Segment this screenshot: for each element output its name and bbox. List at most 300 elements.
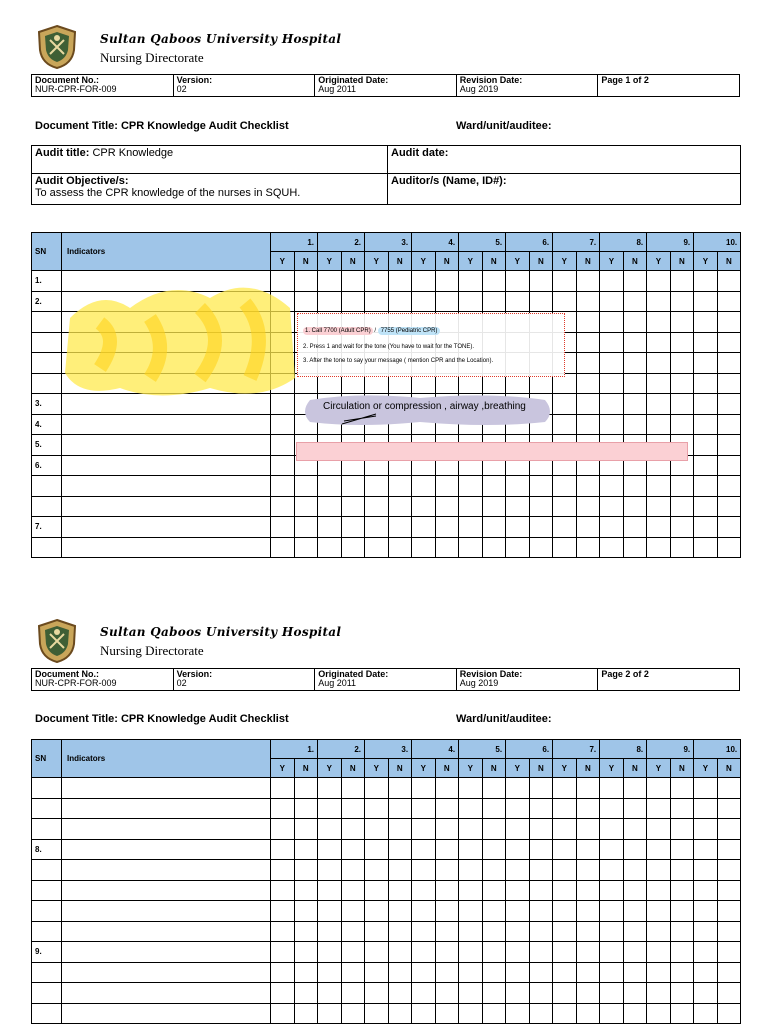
check-cell[interactable] <box>600 353 624 374</box>
check-cell[interactable] <box>600 476 624 497</box>
check-cell[interactable] <box>529 476 553 497</box>
check-cell[interactable] <box>271 455 295 476</box>
check-cell[interactable] <box>435 271 459 292</box>
check-cell[interactable] <box>694 455 718 476</box>
check-cell[interactable] <box>341 537 365 558</box>
check-cell[interactable] <box>576 983 600 1004</box>
check-cell[interactable] <box>623 860 647 881</box>
check-cell[interactable] <box>365 798 389 819</box>
check-cell[interactable] <box>647 312 671 333</box>
check-cell[interactable] <box>623 332 647 353</box>
check-cell[interactable] <box>271 860 295 881</box>
check-cell[interactable] <box>670 312 694 333</box>
check-cell[interactable] <box>670 476 694 497</box>
check-cell[interactable] <box>435 778 459 799</box>
check-cell[interactable] <box>529 798 553 819</box>
check-cell[interactable] <box>647 291 671 312</box>
check-cell[interactable] <box>576 414 600 435</box>
check-cell[interactable] <box>482 537 506 558</box>
check-cell[interactable] <box>623 901 647 922</box>
check-cell[interactable] <box>600 880 624 901</box>
check-cell[interactable] <box>318 291 342 312</box>
check-cell[interactable] <box>670 921 694 942</box>
check-cell[interactable] <box>647 962 671 983</box>
check-cell[interactable] <box>670 394 694 415</box>
check-cell[interactable] <box>271 839 295 860</box>
check-cell[interactable] <box>271 962 295 983</box>
check-cell[interactable] <box>341 962 365 983</box>
check-cell[interactable] <box>647 353 671 374</box>
check-cell[interactable] <box>482 839 506 860</box>
check-cell[interactable] <box>647 983 671 1004</box>
check-cell[interactable] <box>459 778 483 799</box>
check-cell[interactable] <box>365 291 389 312</box>
check-cell[interactable] <box>412 962 436 983</box>
check-cell[interactable] <box>717 778 741 799</box>
check-cell[interactable] <box>623 476 647 497</box>
check-cell[interactable] <box>717 819 741 840</box>
check-cell[interactable] <box>647 819 671 840</box>
check-cell[interactable] <box>506 921 530 942</box>
indicator-cell[interactable] <box>62 414 271 435</box>
check-cell[interactable] <box>412 819 436 840</box>
check-cell[interactable] <box>694 962 718 983</box>
check-cell[interactable] <box>553 537 577 558</box>
check-cell[interactable] <box>529 942 553 963</box>
indicator-cell[interactable] <box>62 901 271 922</box>
check-cell[interactable] <box>341 496 365 517</box>
check-cell[interactable] <box>341 798 365 819</box>
check-cell[interactable] <box>600 394 624 415</box>
check-cell[interactable] <box>670 517 694 538</box>
check-cell[interactable] <box>318 983 342 1004</box>
check-cell[interactable] <box>694 1003 718 1024</box>
check-cell[interactable] <box>412 880 436 901</box>
check-cell[interactable] <box>670 983 694 1004</box>
check-cell[interactable] <box>694 839 718 860</box>
check-cell[interactable] <box>670 962 694 983</box>
check-cell[interactable] <box>647 921 671 942</box>
check-cell[interactable] <box>694 819 718 840</box>
check-cell[interactable] <box>694 798 718 819</box>
indicator-cell[interactable] <box>62 839 271 860</box>
check-cell[interactable] <box>341 517 365 538</box>
indicator-cell[interactable] <box>62 778 271 799</box>
check-cell[interactable] <box>717 455 741 476</box>
check-cell[interactable] <box>529 880 553 901</box>
check-cell[interactable] <box>553 819 577 840</box>
check-cell[interactable] <box>670 880 694 901</box>
check-cell[interactable] <box>576 394 600 415</box>
check-cell[interactable] <box>318 271 342 292</box>
check-cell[interactable] <box>529 778 553 799</box>
check-cell[interactable] <box>365 860 389 881</box>
check-cell[interactable] <box>412 839 436 860</box>
check-cell[interactable] <box>623 291 647 312</box>
check-cell[interactable] <box>623 839 647 860</box>
check-cell[interactable] <box>435 983 459 1004</box>
check-cell[interactable] <box>482 496 506 517</box>
check-cell[interactable] <box>388 962 412 983</box>
check-cell[interactable] <box>623 880 647 901</box>
check-cell[interactable] <box>623 394 647 415</box>
check-cell[interactable] <box>365 517 389 538</box>
check-cell[interactable] <box>647 880 671 901</box>
check-cell[interactable] <box>341 476 365 497</box>
check-cell[interactable] <box>271 819 295 840</box>
check-cell[interactable] <box>459 901 483 922</box>
check-cell[interactable] <box>647 798 671 819</box>
check-cell[interactable] <box>482 291 506 312</box>
check-cell[interactable] <box>647 860 671 881</box>
check-cell[interactable] <box>694 983 718 1004</box>
check-cell[interactable] <box>576 819 600 840</box>
check-cell[interactable] <box>600 983 624 1004</box>
check-cell[interactable] <box>506 517 530 538</box>
check-cell[interactable] <box>294 901 318 922</box>
check-cell[interactable] <box>717 798 741 819</box>
check-cell[interactable] <box>623 962 647 983</box>
check-cell[interactable] <box>623 983 647 1004</box>
check-cell[interactable] <box>576 353 600 374</box>
check-cell[interactable] <box>623 921 647 942</box>
check-cell[interactable] <box>388 517 412 538</box>
check-cell[interactable] <box>412 921 436 942</box>
check-cell[interactable] <box>670 778 694 799</box>
check-cell[interactable] <box>553 496 577 517</box>
check-cell[interactable] <box>506 880 530 901</box>
check-cell[interactable] <box>482 921 506 942</box>
check-cell[interactable] <box>529 517 553 538</box>
check-cell[interactable] <box>271 778 295 799</box>
check-cell[interactable] <box>694 537 718 558</box>
check-cell[interactable] <box>553 942 577 963</box>
check-cell[interactable] <box>294 860 318 881</box>
check-cell[interactable] <box>365 839 389 860</box>
check-cell[interactable] <box>506 983 530 1004</box>
check-cell[interactable] <box>365 1003 389 1024</box>
check-cell[interactable] <box>412 476 436 497</box>
check-cell[interactable] <box>694 476 718 497</box>
check-cell[interactable] <box>435 819 459 840</box>
check-cell[interactable] <box>600 332 624 353</box>
check-cell[interactable] <box>623 942 647 963</box>
check-cell[interactable] <box>388 537 412 558</box>
check-cell[interactable] <box>482 271 506 292</box>
indicator-cell[interactable] <box>62 496 271 517</box>
check-cell[interactable] <box>435 880 459 901</box>
check-cell[interactable] <box>529 860 553 881</box>
check-cell[interactable] <box>318 778 342 799</box>
check-cell[interactable] <box>341 901 365 922</box>
check-cell[interactable] <box>506 496 530 517</box>
check-cell[interactable] <box>318 839 342 860</box>
check-cell[interactable] <box>647 1003 671 1024</box>
check-cell[interactable] <box>388 839 412 860</box>
check-cell[interactable] <box>459 942 483 963</box>
check-cell[interactable] <box>694 271 718 292</box>
check-cell[interactable] <box>388 291 412 312</box>
check-cell[interactable] <box>294 476 318 497</box>
check-cell[interactable] <box>670 271 694 292</box>
check-cell[interactable] <box>623 537 647 558</box>
check-cell[interactable] <box>529 962 553 983</box>
check-cell[interactable] <box>670 414 694 435</box>
check-cell[interactable] <box>647 476 671 497</box>
check-cell[interactable] <box>600 271 624 292</box>
check-cell[interactable] <box>365 778 389 799</box>
indicator-cell[interactable] <box>62 942 271 963</box>
check-cell[interactable] <box>600 312 624 333</box>
check-cell[interactable] <box>600 901 624 922</box>
check-cell[interactable] <box>600 373 624 394</box>
check-cell[interactable] <box>529 291 553 312</box>
check-cell[interactable] <box>600 860 624 881</box>
check-cell[interactable] <box>412 983 436 1004</box>
check-cell[interactable] <box>459 496 483 517</box>
check-cell[interactable] <box>412 778 436 799</box>
check-cell[interactable] <box>271 798 295 819</box>
check-cell[interactable] <box>670 860 694 881</box>
check-cell[interactable] <box>459 983 483 1004</box>
check-cell[interactable] <box>529 901 553 922</box>
check-cell[interactable] <box>694 373 718 394</box>
check-cell[interactable] <box>529 921 553 942</box>
check-cell[interactable] <box>435 517 459 538</box>
indicator-cell[interactable] <box>62 435 271 456</box>
check-cell[interactable] <box>647 839 671 860</box>
check-cell[interactable] <box>576 921 600 942</box>
check-cell[interactable] <box>623 353 647 374</box>
check-cell[interactable] <box>388 271 412 292</box>
check-cell[interactable] <box>529 819 553 840</box>
check-cell[interactable] <box>553 983 577 1004</box>
check-cell[interactable] <box>600 962 624 983</box>
check-cell[interactable] <box>294 1003 318 1024</box>
check-cell[interactable] <box>553 778 577 799</box>
check-cell[interactable] <box>553 921 577 942</box>
check-cell[interactable] <box>670 353 694 374</box>
check-cell[interactable] <box>529 839 553 860</box>
check-cell[interactable] <box>553 394 577 415</box>
check-cell[interactable] <box>294 983 318 1004</box>
check-cell[interactable] <box>459 880 483 901</box>
check-cell[interactable] <box>482 517 506 538</box>
check-cell[interactable] <box>459 291 483 312</box>
check-cell[interactable] <box>388 819 412 840</box>
check-cell[interactable] <box>341 942 365 963</box>
check-cell[interactable] <box>647 414 671 435</box>
check-cell[interactable] <box>459 839 483 860</box>
indicator-cell[interactable] <box>62 455 271 476</box>
indicator-cell[interactable] <box>62 517 271 538</box>
check-cell[interactable] <box>506 271 530 292</box>
check-cell[interactable] <box>388 921 412 942</box>
check-cell[interactable] <box>506 1003 530 1024</box>
check-cell[interactable] <box>670 291 694 312</box>
check-cell[interactable] <box>576 901 600 922</box>
check-cell[interactable] <box>717 435 741 456</box>
check-cell[interactable] <box>341 921 365 942</box>
check-cell[interactable] <box>576 537 600 558</box>
check-cell[interactable] <box>412 291 436 312</box>
check-cell[interactable] <box>647 942 671 963</box>
check-cell[interactable] <box>318 537 342 558</box>
check-cell[interactable] <box>271 921 295 942</box>
check-cell[interactable] <box>271 435 295 456</box>
check-cell[interactable] <box>388 778 412 799</box>
check-cell[interactable] <box>482 901 506 922</box>
check-cell[interactable] <box>459 798 483 819</box>
check-cell[interactable] <box>717 1003 741 1024</box>
check-cell[interactable] <box>623 798 647 819</box>
indicator-cell[interactable] <box>62 537 271 558</box>
check-cell[interactable] <box>412 1003 436 1024</box>
check-cell[interactable] <box>435 291 459 312</box>
check-cell[interactable] <box>717 271 741 292</box>
check-cell[interactable] <box>365 880 389 901</box>
check-cell[interactable] <box>670 839 694 860</box>
check-cell[interactable] <box>529 983 553 1004</box>
check-cell[interactable] <box>553 860 577 881</box>
check-cell[interactable] <box>506 798 530 819</box>
check-cell[interactable] <box>341 271 365 292</box>
check-cell[interactable] <box>412 271 436 292</box>
check-cell[interactable] <box>529 271 553 292</box>
check-cell[interactable] <box>294 839 318 860</box>
check-cell[interactable] <box>647 373 671 394</box>
check-cell[interactable] <box>294 778 318 799</box>
check-cell[interactable] <box>271 983 295 1004</box>
check-cell[interactable] <box>647 517 671 538</box>
check-cell[interactable] <box>459 1003 483 1024</box>
check-cell[interactable] <box>647 901 671 922</box>
check-cell[interactable] <box>459 860 483 881</box>
check-cell[interactable] <box>600 1003 624 1024</box>
check-cell[interactable] <box>294 880 318 901</box>
check-cell[interactable] <box>506 860 530 881</box>
check-cell[interactable] <box>506 291 530 312</box>
check-cell[interactable] <box>482 880 506 901</box>
check-cell[interactable] <box>694 901 718 922</box>
check-cell[interactable] <box>717 942 741 963</box>
check-cell[interactable] <box>600 517 624 538</box>
check-cell[interactable] <box>294 496 318 517</box>
check-cell[interactable] <box>482 962 506 983</box>
check-cell[interactable] <box>271 901 295 922</box>
check-cell[interactable] <box>412 942 436 963</box>
check-cell[interactable] <box>459 517 483 538</box>
check-cell[interactable] <box>388 798 412 819</box>
check-cell[interactable] <box>717 496 741 517</box>
check-cell[interactable] <box>318 798 342 819</box>
check-cell[interactable] <box>294 962 318 983</box>
indicator-cell[interactable] <box>62 983 271 1004</box>
check-cell[interactable] <box>670 537 694 558</box>
check-cell[interactable] <box>576 860 600 881</box>
check-cell[interactable] <box>271 1003 295 1024</box>
check-cell[interactable] <box>600 921 624 942</box>
check-cell[interactable] <box>576 778 600 799</box>
check-cell[interactable] <box>670 496 694 517</box>
check-cell[interactable] <box>553 1003 577 1024</box>
check-cell[interactable] <box>388 860 412 881</box>
check-cell[interactable] <box>435 962 459 983</box>
check-cell[interactable] <box>553 291 577 312</box>
check-cell[interactable] <box>459 271 483 292</box>
check-cell[interactable] <box>435 839 459 860</box>
check-cell[interactable] <box>506 962 530 983</box>
check-cell[interactable] <box>623 373 647 394</box>
check-cell[interactable] <box>412 517 436 538</box>
check-cell[interactable] <box>717 860 741 881</box>
check-cell[interactable] <box>694 332 718 353</box>
check-cell[interactable] <box>388 496 412 517</box>
check-cell[interactable] <box>717 962 741 983</box>
check-cell[interactable] <box>435 860 459 881</box>
check-cell[interactable] <box>670 819 694 840</box>
check-cell[interactable] <box>623 271 647 292</box>
check-cell[interactable] <box>717 880 741 901</box>
check-cell[interactable] <box>341 839 365 860</box>
check-cell[interactable] <box>365 901 389 922</box>
check-cell[interactable] <box>717 353 741 374</box>
check-cell[interactable] <box>341 880 365 901</box>
check-cell[interactable] <box>318 921 342 942</box>
check-cell[interactable] <box>694 778 718 799</box>
check-cell[interactable] <box>318 942 342 963</box>
check-cell[interactable] <box>576 839 600 860</box>
check-cell[interactable] <box>717 394 741 415</box>
check-cell[interactable] <box>341 1003 365 1024</box>
check-cell[interactable] <box>482 798 506 819</box>
check-cell[interactable] <box>482 942 506 963</box>
check-cell[interactable] <box>717 921 741 942</box>
check-cell[interactable] <box>294 942 318 963</box>
check-cell[interactable] <box>529 496 553 517</box>
check-cell[interactable] <box>365 983 389 1004</box>
check-cell[interactable] <box>365 271 389 292</box>
check-cell[interactable] <box>670 1003 694 1024</box>
check-cell[interactable] <box>388 880 412 901</box>
check-cell[interactable] <box>412 537 436 558</box>
check-cell[interactable] <box>694 353 718 374</box>
check-cell[interactable] <box>553 476 577 497</box>
check-cell[interactable] <box>318 962 342 983</box>
check-cell[interactable] <box>647 496 671 517</box>
indicator-cell[interactable] <box>62 798 271 819</box>
indicator-cell[interactable] <box>62 1003 271 1024</box>
check-cell[interactable] <box>435 537 459 558</box>
check-cell[interactable] <box>647 271 671 292</box>
check-cell[interactable] <box>341 983 365 1004</box>
check-cell[interactable] <box>388 983 412 1004</box>
check-cell[interactable] <box>506 819 530 840</box>
check-cell[interactable] <box>717 839 741 860</box>
check-cell[interactable] <box>318 517 342 538</box>
check-cell[interactable] <box>670 901 694 922</box>
check-cell[interactable] <box>271 517 295 538</box>
check-cell[interactable] <box>694 312 718 333</box>
check-cell[interactable] <box>717 332 741 353</box>
check-cell[interactable] <box>553 271 577 292</box>
check-cell[interactable] <box>412 798 436 819</box>
check-cell[interactable] <box>318 1003 342 1024</box>
check-cell[interactable] <box>294 537 318 558</box>
check-cell[interactable] <box>553 901 577 922</box>
check-cell[interactable] <box>600 942 624 963</box>
check-cell[interactable] <box>600 537 624 558</box>
